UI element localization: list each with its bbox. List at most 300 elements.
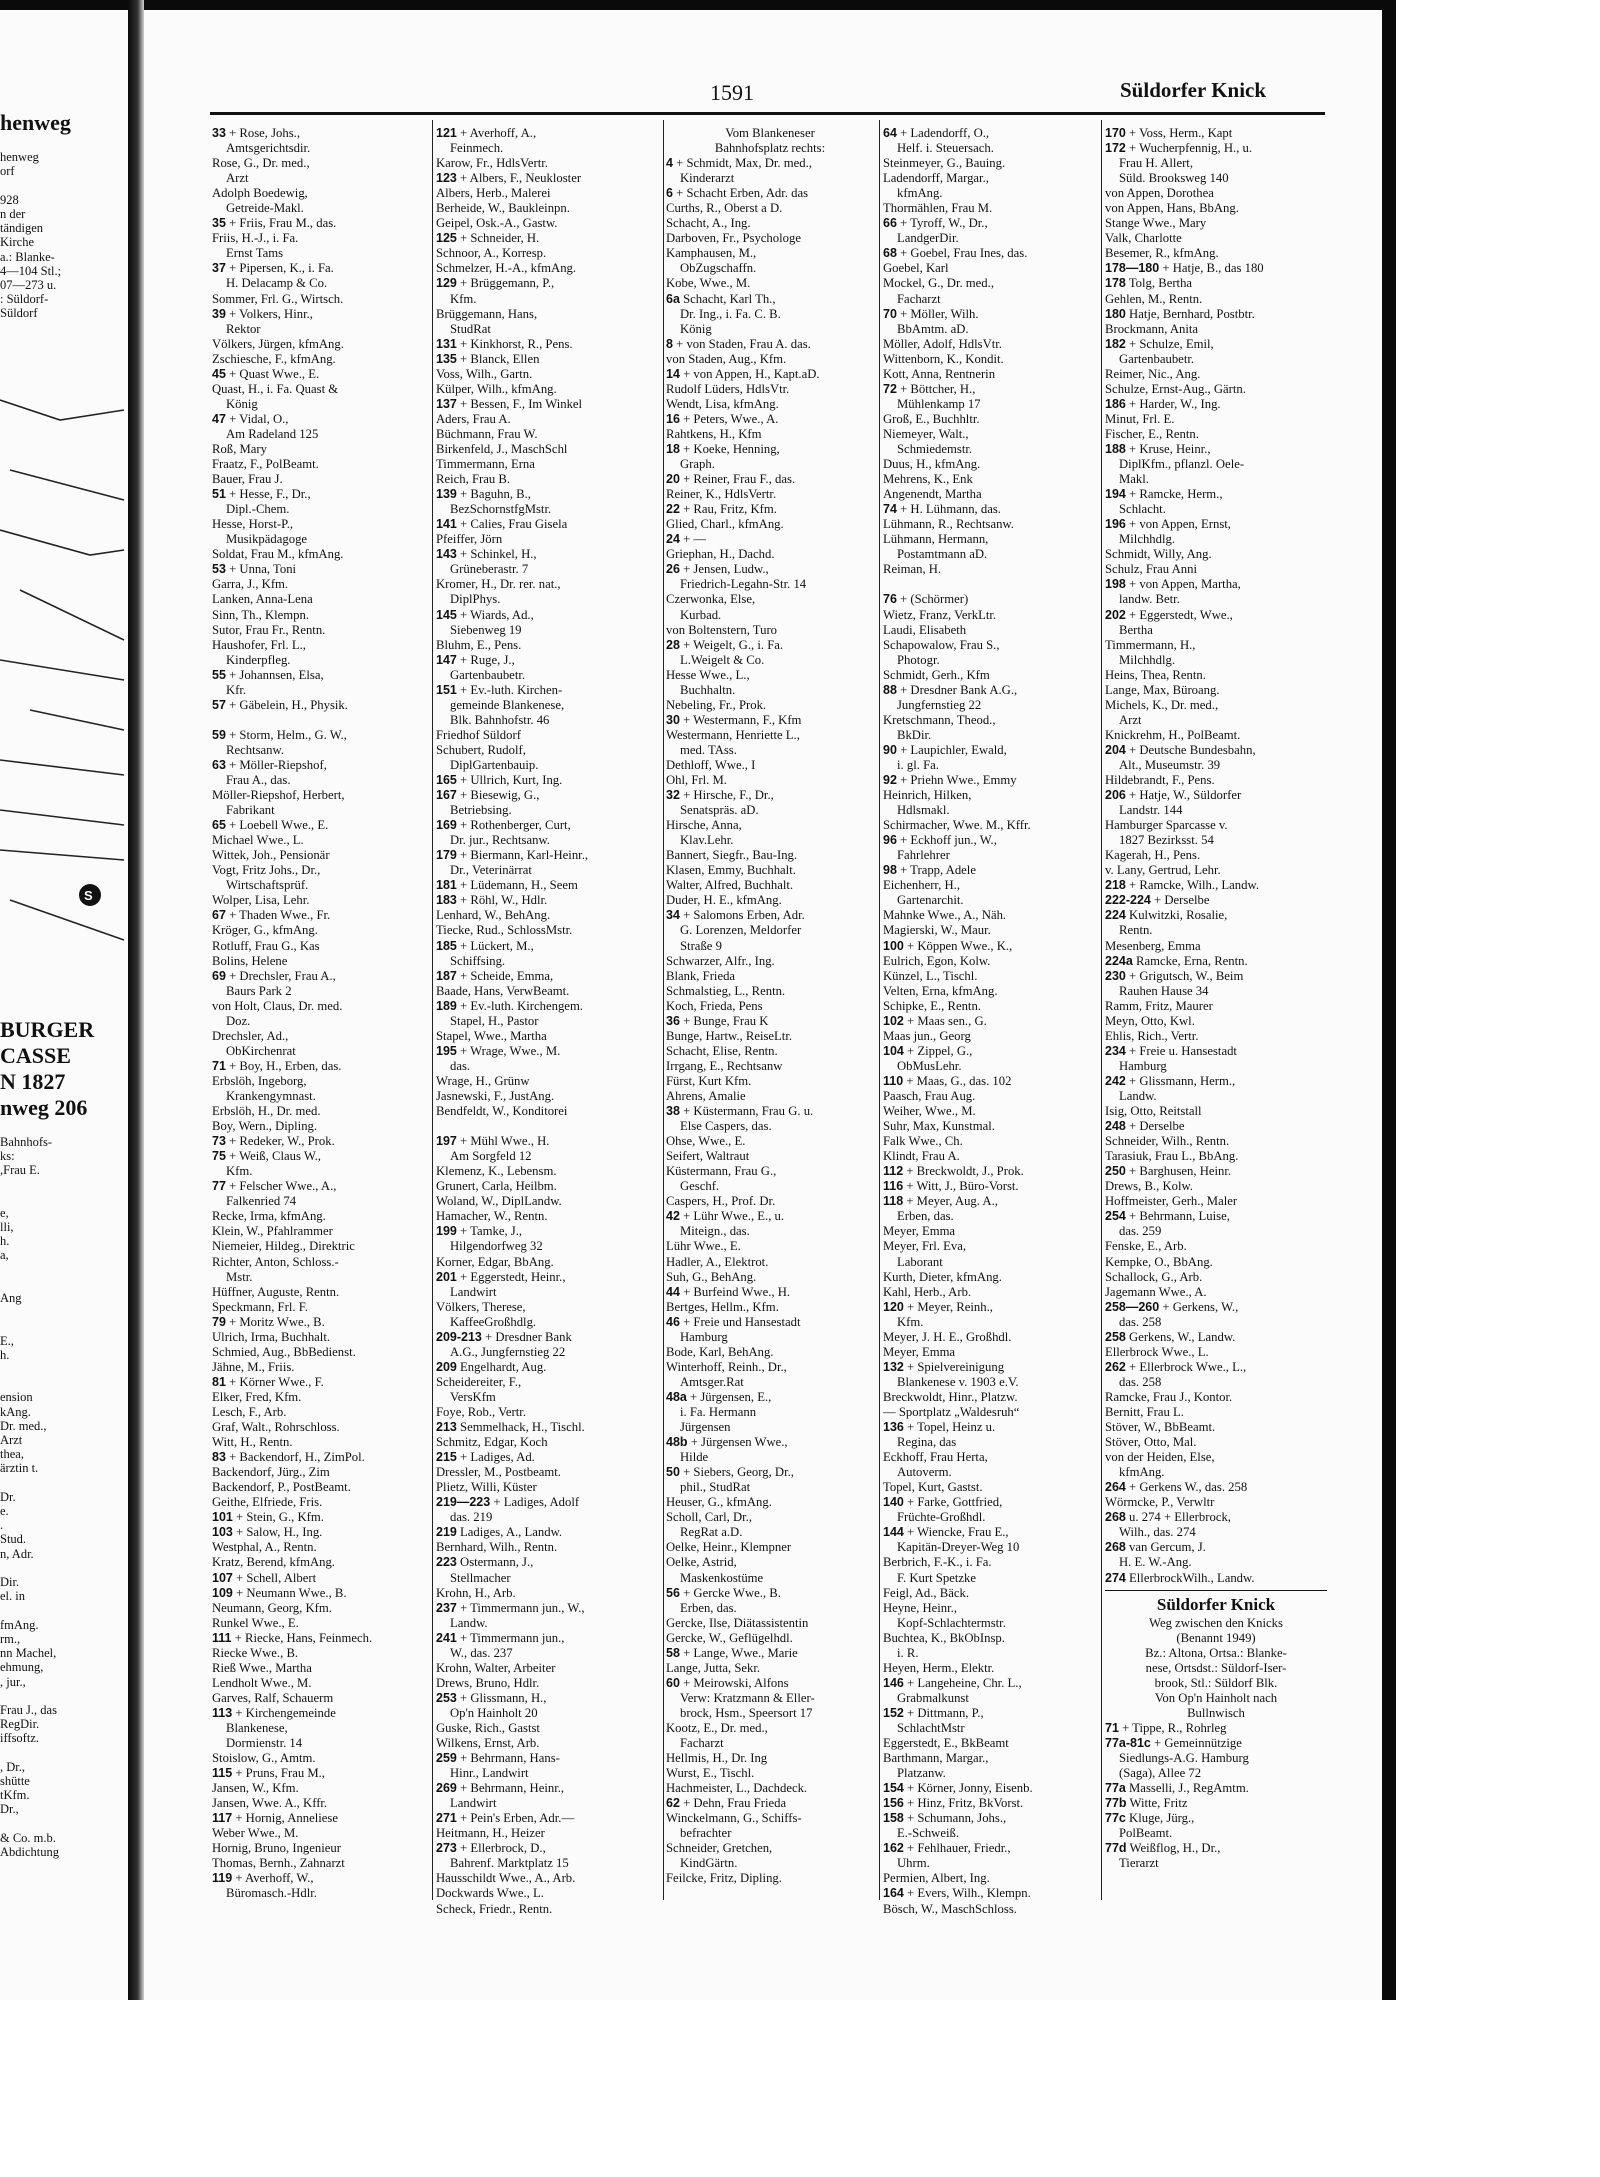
directory-entry <box>436 322 658 337</box>
directory-entry <box>1105 1179 1327 1194</box>
entry-text: + Salow, H., Ing. <box>236 1525 323 1540</box>
column-divider <box>1101 120 1102 1900</box>
entry-text: Bahrenf. Marktplatz 15 <box>450 1856 569 1871</box>
entry-text: Elker, Fred, Kfm. <box>212 1389 302 1404</box>
directory-entry <box>883 833 1097 848</box>
entry-text: Rieß Wwe., Martha <box>212 1660 312 1675</box>
facing-page-text: rm., <box>0 1631 21 1646</box>
entry-text: Landw. <box>450 1615 488 1630</box>
directory-entry <box>212 337 426 352</box>
entry-text: + Freie und Hansestadt <box>683 1314 801 1329</box>
directory-entry <box>436 201 658 216</box>
directory-entry <box>436 1315 658 1330</box>
facing-page-text <box>0 363 124 377</box>
entry-text: Früchte-Großhdl. <box>897 1510 986 1525</box>
directory-entry <box>436 984 658 999</box>
directory-entry <box>212 141 426 156</box>
entry-text: Dockwards Wwe., L. <box>436 1886 544 1901</box>
house-number: 67 <box>212 908 226 923</box>
directory-entry <box>1105 1811 1327 1826</box>
entry-text: Facharzt <box>897 291 941 306</box>
entry-text: Völkers, Therese, <box>436 1299 526 1314</box>
entry-text: + Gäbelein, H., Physik. <box>229 697 348 712</box>
entry-text: + Albers, F., Neukloster <box>460 171 582 186</box>
directory-entry <box>1105 1119 1327 1134</box>
directory-entry <box>1105 698 1327 713</box>
entry-text: Reiman, H. <box>883 562 942 577</box>
entry-text: Betriebsing. <box>450 803 512 818</box>
entry-text: DiplGartenbauip. <box>450 757 539 772</box>
entry-text: + Laupichler, Ewald, <box>900 742 1007 757</box>
entry-text: Haushofer, Frl. L., <box>212 637 306 652</box>
directory-entry <box>436 1345 658 1360</box>
entry-text: Voss, Wilh., Gartn. <box>436 366 533 381</box>
entry-text: Schulz, Frau Anni <box>1105 562 1197 577</box>
directory-entry <box>666 1661 874 1676</box>
entry-text: ObMusLehr. <box>897 1058 962 1073</box>
directory-entry <box>1105 1555 1327 1570</box>
entry-text: Photogr. <box>897 652 940 667</box>
house-number: 170 <box>1105 126 1126 140</box>
entry-text: von der Heiden, Else, <box>1105 1450 1215 1465</box>
entry-text: H. Delacamp & Co. <box>226 276 328 291</box>
entry-text: Breckwoldt, Hinr., Platzw. <box>883 1389 1018 1404</box>
directory-entry <box>883 1781 1097 1796</box>
directory-entry <box>212 1510 426 1525</box>
directory-entry <box>883 773 1097 788</box>
entry-text: Reiner, K., HdlsVertr. <box>666 487 777 502</box>
directory-entry <box>666 713 874 728</box>
directory-entry <box>212 472 426 487</box>
entry-text: + Schmidt, Max, Dr. med., <box>676 156 812 171</box>
directory-entry <box>883 1465 1097 1480</box>
facing-page-text: 07—273 u. <box>0 278 57 293</box>
house-number: 199 <box>436 1224 457 1239</box>
entry-text: + Jensen, Ludw., <box>683 562 769 577</box>
directory-entry <box>883 1104 1097 1119</box>
entry-text: Lendholt Wwe., M. <box>212 1675 312 1690</box>
directory-entry <box>666 848 874 863</box>
directory-entry <box>883 1285 1097 1300</box>
entry-text: Fischer, E., Rentn. <box>1105 426 1199 441</box>
entry-text: Timmermann, Erna <box>436 457 535 472</box>
house-number: 115 <box>212 1766 233 1781</box>
directory-entry <box>436 1119 658 1134</box>
directory-entry <box>212 1119 426 1134</box>
house-number: 219 <box>436 1525 457 1540</box>
directory-entry <box>883 1300 1097 1315</box>
directory-entry <box>883 1841 1097 1856</box>
entry-text: Alt., Museumstr. 39 <box>1119 757 1221 772</box>
entry-text: + Drechsler, Frau A., <box>229 968 336 983</box>
directory-entry <box>436 653 658 668</box>
directory-entry <box>666 1194 874 1209</box>
entry-text: Lanken, Anna-Lena <box>212 592 313 607</box>
entry-text: Erbslöh, Ingeborg, <box>212 1073 307 1088</box>
directory-entry <box>1105 1360 1327 1375</box>
directory-entry <box>883 1450 1097 1465</box>
entry-text: + Lückert, M., <box>460 938 534 953</box>
entry-text: Seifert, Waltraut <box>666 1149 750 1164</box>
entry-text: + von Appen, H., Kapt.aD. <box>683 366 820 381</box>
house-number: 196 <box>1105 517 1126 532</box>
entry-text: Amtsger.Rat <box>680 1374 744 1389</box>
directory-entry <box>436 1646 658 1661</box>
entry-text: Hatje, Bernhard, Postbtr. <box>1129 306 1255 321</box>
house-number: 223 <box>436 1555 457 1570</box>
entry-text: Suhr, Max, Kunstmal. <box>883 1119 995 1134</box>
directory-entry <box>1105 1149 1327 1164</box>
directory-entry <box>212 1375 426 1390</box>
entry-text: + Eckhoff jun., W., <box>900 833 997 848</box>
directory-entry <box>883 1510 1097 1525</box>
entry-text: + Timmermann jun., W., <box>460 1600 585 1615</box>
directory-entry <box>212 1285 426 1300</box>
house-number: 92 <box>883 773 897 788</box>
directory-entry <box>212 367 426 382</box>
directory-entry <box>212 608 426 623</box>
entry-text: Gartenbaubetr. <box>450 667 526 682</box>
entry-text: Backendorf, Jürg., Zim <box>212 1465 330 1480</box>
entry-text: + Timmermann jun., <box>460 1630 565 1645</box>
entry-text: + Priehn Wwe., Emmy <box>900 773 1017 788</box>
house-number: 58 <box>666 1645 680 1660</box>
directory-entry <box>436 638 658 653</box>
directory-entry <box>1105 1435 1327 1450</box>
directory-entry <box>1105 878 1327 893</box>
directory-entry <box>666 1465 874 1480</box>
entry-text: + Vidal, O., <box>229 411 289 426</box>
entry-text: Stöver, W., BbBeamt. <box>1105 1420 1216 1435</box>
entry-text: + Redeker, W., Prok. <box>229 1134 335 1149</box>
directory-entry <box>436 547 658 562</box>
entry-text: Mstr. <box>226 1269 253 1284</box>
entry-text: Landstr. 144 <box>1119 803 1183 818</box>
entry-text: Steinmeyer, G., Bauing. <box>883 156 1006 171</box>
directory-entry <box>666 1540 874 1555</box>
house-number: 104 <box>883 1043 904 1058</box>
entry-text: Berbrich, F.-K., i. Fa. <box>883 1555 992 1570</box>
directory-entry <box>883 1555 1097 1570</box>
directory-entry <box>436 1495 658 1510</box>
entry-text: Klav.Lehr. <box>680 833 734 848</box>
house-number: 83 <box>212 1450 226 1465</box>
directory-entry <box>883 577 1097 592</box>
entry-text: Wirtschaftsprüf. <box>226 878 309 893</box>
directory-entry <box>883 126 1097 141</box>
entry-text: Friedrich-Legahn-Str. 14 <box>680 577 807 592</box>
entry-text: Blankenese, <box>226 1720 288 1735</box>
entry-text: + Biermann, Karl-Heinr., <box>460 848 589 863</box>
directory-entry <box>1105 954 1327 969</box>
entry-text: Künzel, L., Tischl. <box>883 968 978 983</box>
directory-entry <box>436 1059 658 1074</box>
directory-entry <box>1105 863 1327 878</box>
directory-entry <box>436 1375 658 1390</box>
entry-text: Kurbad. <box>680 607 722 622</box>
directory-entry <box>666 1631 874 1646</box>
directory-entry <box>666 1164 874 1179</box>
entry-text: Klemenz, K., Lebensm. <box>436 1164 557 1179</box>
directory-entry <box>436 246 658 261</box>
directory-entry <box>436 1435 658 1450</box>
entry-text: + Calies, Frau Gisela <box>460 517 568 532</box>
directory-entry <box>212 728 426 743</box>
entry-text: Goebel, Karl <box>883 261 949 276</box>
entry-text: + Moritz Wwe., B. <box>229 1314 325 1329</box>
directory-entry <box>212 502 426 517</box>
directory-entry <box>436 1525 658 1540</box>
directory-entry <box>883 1736 1097 1751</box>
directory-entry <box>436 969 658 984</box>
directory-entry <box>436 1405 658 1420</box>
facing-page-text: ension <box>0 1390 33 1405</box>
directory-entry <box>1105 1134 1327 1149</box>
entry-text: Neumann, Georg, Kfm. <box>212 1600 332 1615</box>
entry-text: Kurth, Dieter, kfmAng. <box>883 1269 1002 1284</box>
house-number: 64 <box>883 126 897 140</box>
directory-entry <box>1105 638 1327 653</box>
entry-text: Hamburger Sparcasse v. <box>1105 818 1228 833</box>
entry-text: von Staden, Aug., Kfm. <box>666 351 787 366</box>
house-number: 39 <box>212 306 226 321</box>
entry-text: + Dresdner Bank <box>485 1329 572 1344</box>
entry-text: Korner, Edgar, BbAng. <box>436 1254 554 1269</box>
entry-text: + Glissmann, H., <box>460 1690 547 1705</box>
facing-page-text: ,Frau E. <box>0 1163 40 1178</box>
entry-text: + Hornig, Anneliese <box>235 1811 338 1826</box>
directory-entry <box>212 1540 426 1555</box>
entry-text: + Tamke, J., <box>460 1224 523 1239</box>
directory-entry <box>212 863 426 878</box>
directory-entry <box>436 1450 658 1465</box>
entry-text: Drews, B., Kolw. <box>1105 1179 1193 1194</box>
facing-page-text: a.: Blanke- <box>0 249 55 264</box>
entry-text: Bahnhofsplatz rechts: <box>714 141 826 156</box>
entry-text: Hausschildt Wwe., A., Arb. <box>436 1871 576 1886</box>
directory-entry <box>1105 307 1327 322</box>
directory-entry <box>666 427 874 442</box>
directory-entry <box>883 156 1097 171</box>
directory-entry <box>666 1405 874 1420</box>
directory-entry <box>666 668 874 683</box>
directory-entry <box>1105 412 1327 427</box>
directory-entry <box>883 999 1097 1014</box>
directory-entry <box>883 1811 1097 1826</box>
entry-text: Dr., Veterinärrat <box>450 863 532 878</box>
entry-text: + Schacht Erben, Adr. das <box>676 186 809 201</box>
facing-page-text: n der <box>0 207 26 222</box>
entry-text: Wendt, Lisa, kfmAng. <box>666 396 779 411</box>
house-number: 46 <box>666 1314 680 1329</box>
directory-entry <box>666 803 874 818</box>
directory-entry <box>883 893 1097 908</box>
entry-text: Valk, Charlotte <box>1105 231 1182 246</box>
directory-entry <box>1105 1300 1327 1315</box>
entry-text: + Koeke, Henning, <box>683 441 780 456</box>
entry-text: Lühmann, R., Rechtsanw. <box>883 517 1014 532</box>
directory-entry <box>212 186 426 201</box>
entry-text: Krankengymnast. <box>226 1089 316 1103</box>
facing-page-text: e. <box>0 1504 9 1519</box>
entry-text: Eulrich, Egon, Kolw. <box>883 953 991 968</box>
facing-page-text: Dr. <box>0 1489 16 1504</box>
directory-entry <box>883 818 1097 833</box>
directory-entry <box>436 939 658 954</box>
directory-entry <box>212 1646 426 1661</box>
directory-entry <box>436 1586 658 1601</box>
entry-text: Lange, Jutta, Sekr. <box>666 1660 761 1675</box>
street-section-line: Bullnwisch <box>1187 1705 1245 1720</box>
entry-text: Hdlsmakl. <box>897 803 950 818</box>
directory-entry <box>666 1375 874 1390</box>
section-rule <box>1105 1590 1327 1591</box>
directory-entry <box>212 1224 426 1239</box>
directory-entry <box>1105 367 1327 382</box>
entry-text: Bernhard, Wilh., Rentn. <box>436 1540 558 1555</box>
house-number: 51 <box>212 487 226 502</box>
directory-entry <box>436 773 658 788</box>
directory-entry <box>1105 1751 1327 1766</box>
entry-text: Kulwitzki, Rosalie, <box>1129 908 1228 923</box>
house-number: 144 <box>883 1525 904 1540</box>
entry-text: Bode, Karl, BehAng. <box>666 1344 774 1359</box>
directory-entry <box>883 171 1097 186</box>
directory-entry <box>1105 592 1327 607</box>
directory-entry <box>212 954 426 969</box>
entry-text: + Jürgensen, E., <box>690 1389 772 1404</box>
directory-entry <box>883 292 1097 307</box>
directory-entry <box>1105 261 1327 276</box>
house-number: 158 <box>883 1811 904 1826</box>
entry-text: + Rothenberger, Curt, <box>460 818 571 833</box>
directory-entry <box>666 1826 874 1841</box>
entry-text: Soldat, Frau M., kfmAng. <box>212 547 344 562</box>
facing-page-text: RegDir. <box>0 1717 40 1732</box>
entry-text: + Ramcke, Herm., <box>1129 487 1223 502</box>
directory-entry <box>666 442 874 457</box>
directory-entry <box>212 1495 426 1510</box>
directory-entry <box>1105 457 1327 472</box>
directory-entry <box>436 1751 658 1766</box>
entry-text: Regina, das <box>897 1435 957 1450</box>
entry-text: Ostermann, J., <box>460 1555 534 1570</box>
entry-text: Rudolf Lüders, HdlsVtr. <box>666 381 790 396</box>
directory-entry <box>1105 547 1327 562</box>
directory-entry <box>436 231 658 246</box>
entry-text: Ahrens, Amalie <box>666 1089 746 1103</box>
directory-entry <box>212 562 426 577</box>
facing-page-text: BURGER <box>0 1016 95 1042</box>
directory-entry <box>883 1179 1097 1194</box>
entry-text: Jansen, W., Kfm. <box>212 1781 299 1796</box>
directory-entry <box>212 969 426 984</box>
entry-text: Kagerah, H., Pens. <box>1105 848 1201 863</box>
entry-text: + Stein, G., Kfm. <box>236 1510 324 1525</box>
house-number: 137 <box>436 396 457 411</box>
house-number: 107 <box>212 1570 233 1585</box>
house-number: 4 <box>666 156 673 171</box>
directory-entry <box>436 457 658 472</box>
directory-entry <box>883 1345 1097 1360</box>
house-number: 44 <box>666 1284 680 1299</box>
directory-entry <box>436 1601 658 1616</box>
entry-text: Schapowalow, Frau S., <box>883 637 1000 652</box>
directory-entry <box>666 1781 874 1796</box>
entry-text: Am Radeland 125 <box>226 426 319 441</box>
directory-column-5 <box>1105 126 1327 1906</box>
directory-entry <box>436 397 658 412</box>
entry-text: das. 258 <box>1119 1314 1162 1329</box>
house-number: 242 <box>1105 1073 1126 1088</box>
directory-entry <box>666 1330 874 1345</box>
directory-entry <box>883 517 1097 532</box>
directory-entry <box>1105 1239 1327 1254</box>
directory-entry <box>436 1706 658 1721</box>
house-number: 209-213 <box>436 1329 482 1344</box>
house-number: 268 <box>1105 1510 1126 1525</box>
entry-text: + Böttcher, H., <box>900 381 976 396</box>
entry-text: SchlachtMstr <box>897 1720 965 1735</box>
directory-entry <box>883 337 1097 352</box>
directory-entry <box>436 608 658 623</box>
entry-text: Kfm. <box>226 1164 253 1179</box>
house-number: 62 <box>666 1796 680 1811</box>
directory-entry <box>883 1646 1097 1661</box>
entry-text: Koch, Frieda, Pens <box>666 998 763 1013</box>
directory-entry <box>666 1510 874 1525</box>
entry-text: Knickrehm, H., PolBeamt. <box>1105 727 1241 742</box>
house-number: 197 <box>436 1134 457 1149</box>
entry-text: Plietz, Willi, Küster <box>436 1480 537 1495</box>
facing-page-text: Abdichtung <box>0 1844 60 1859</box>
directory-entry <box>666 1315 874 1330</box>
house-number: 69 <box>212 968 226 983</box>
entry-text: + Hirsche, F., Dr., <box>683 788 774 803</box>
house-number: 123 <box>436 171 457 186</box>
entry-text: Kahl, Herb., Arb. <box>883 1284 972 1299</box>
house-number: 202 <box>1105 607 1126 622</box>
entry-text: Uhrm. <box>897 1856 930 1871</box>
house-number: 77a <box>1105 1781 1126 1796</box>
entry-text: Walter, Alfred, Buchhalt. <box>666 878 794 893</box>
entry-text: v. Lany, Gertrud, Lehr. <box>1105 863 1221 878</box>
entry-text: + Siebers, Georg, Dr., <box>683 1465 794 1480</box>
directory-entry <box>883 713 1097 728</box>
entry-text: + Thaden Wwe., Fr. <box>229 908 331 923</box>
entry-text: + Burfeind Wwe., H. <box>683 1284 791 1299</box>
directory-entry <box>883 1119 1097 1134</box>
entry-text: Czerwonka, Else, <box>666 592 756 607</box>
directory-entry <box>1105 292 1327 307</box>
directory-entry <box>1105 893 1327 908</box>
entry-text: Paasch, Frau Aug. <box>883 1089 976 1103</box>
directory-entry <box>666 1270 874 1285</box>
directory-entry <box>212 1194 426 1209</box>
directory-entry <box>1105 397 1327 412</box>
directory-entry <box>436 908 658 923</box>
directory-entry <box>883 728 1097 743</box>
directory-entry <box>883 1601 1097 1616</box>
entry-text: Hamacher, W., Rentn. <box>436 1209 548 1224</box>
entry-text: das. 219 <box>450 1510 493 1525</box>
directory-entry <box>212 1390 426 1405</box>
directory-entry <box>1105 969 1327 984</box>
house-number: 66 <box>883 216 897 231</box>
entry-text: Hesse, Horst-P., <box>212 517 294 532</box>
directory-entry <box>666 1119 874 1134</box>
directory-entry <box>436 562 658 577</box>
